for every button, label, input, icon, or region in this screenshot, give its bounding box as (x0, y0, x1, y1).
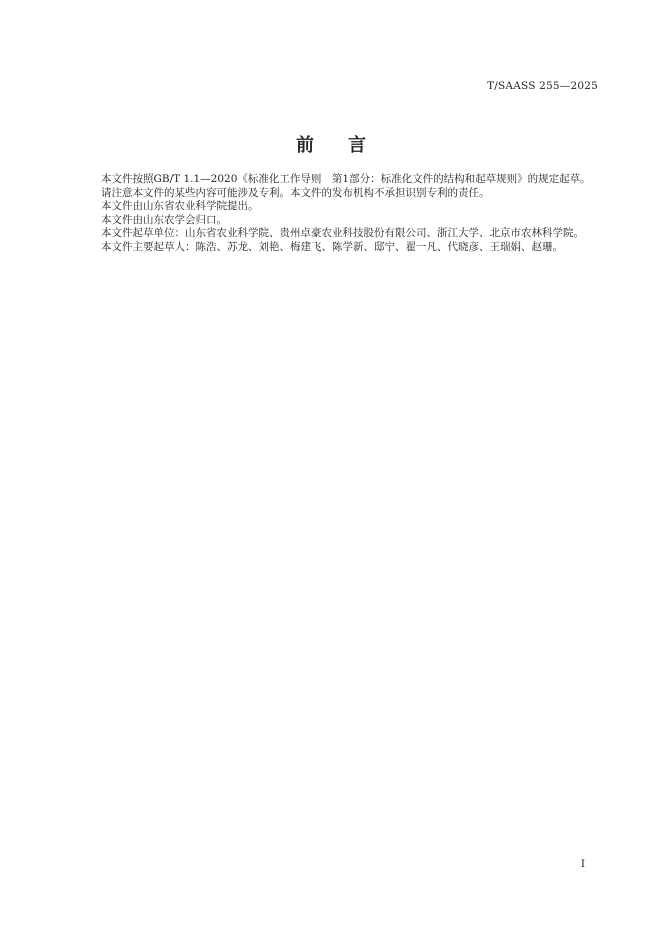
paragraph-responsible-unit: 本文件由山东农学会归口。 (101, 213, 227, 226)
title-char-2: 言 (348, 135, 366, 156)
title-char-1: 前 (296, 135, 314, 156)
paragraph-proposer: 本文件由山东省农业科学院提出。 (101, 200, 259, 212)
paragraph-drafting-units: 本文件起草单位：山东省农业科学院、贵州卓豪农业科技股份有限公司、浙江大学、北京市农林科学院。 (101, 227, 584, 239)
document-code: T/SAASS 255—2025 (487, 80, 598, 92)
paragraph-patent-notice: 请注意本文件的某些内容可能涉及专利。本文件的发布机构不承担识别专利的责任。 (101, 186, 490, 199)
foreword-body (80, 173, 598, 254)
paragraph-drafters: 本文件主要起草人：陈浩、苏龙、刘艳、梅建飞、陈学新、邸宁、翟一凡、代晓彦、王瑞娟、赵珊。 (101, 240, 563, 253)
paragraph-drafting-rules: 本文件按照GB/T 1.1—2020《标准化工作导则 第1部分：标准化文件的结构和起草规则》的规定起草。 (101, 173, 591, 185)
page-title (0, 131, 662, 157)
page-number: I (580, 858, 585, 870)
